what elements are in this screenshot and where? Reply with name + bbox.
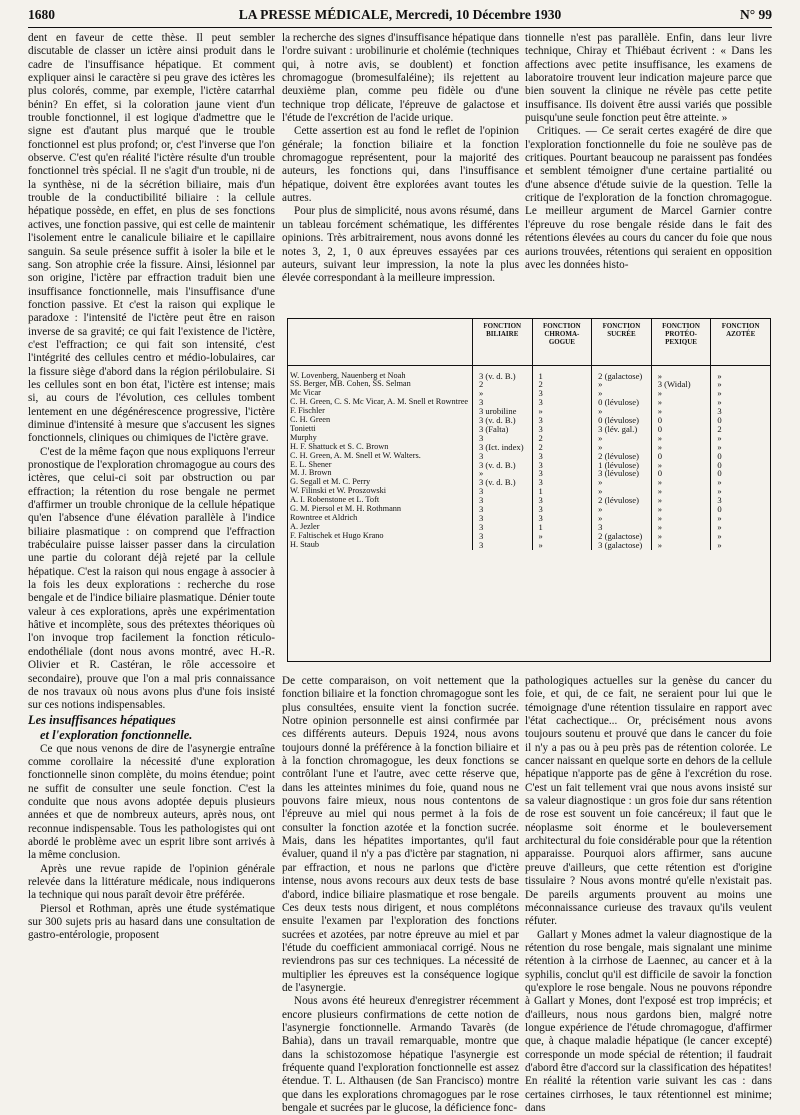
table-cell: 3: [532, 505, 592, 514]
issue-number: N° 99: [739, 7, 772, 22]
paragraph: Après une revue rapide de l'opinion générale relevée dans la littérature médicale, nous indiquerons la technique qui nous paraît devoir être préférée.: [28, 862, 275, 902]
table-cell: »: [711, 532, 770, 541]
table-cell: »: [651, 541, 711, 550]
table-cell: 0: [711, 505, 770, 514]
table-cell: »: [711, 398, 770, 407]
table-header: FONCTION AZOTÉE: [711, 319, 770, 366]
table-cell-authors: M. J. Brown: [290, 468, 332, 478]
table-cell: 1: [532, 487, 592, 496]
table-cell-authors: SS. Berger, MB. Cohen, SS. Selman: [290, 379, 411, 389]
table-cell: 3 (Ict. index): [472, 443, 532, 452]
table-cell: 3: [532, 416, 592, 425]
table-cell: »: [592, 505, 652, 514]
table-cell: 3: [532, 452, 592, 461]
table-cell: 1 (lévulose): [592, 461, 652, 470]
table-cell: 3 (Widal): [651, 380, 711, 389]
table-cell: »: [651, 523, 711, 532]
table-row: [288, 425, 770, 434]
table-cell: »: [651, 372, 711, 381]
table-cell: 3 urobiline: [472, 407, 532, 416]
table-cell: »: [472, 469, 532, 478]
paragraph: la recherche des signes d'insuffisance hépatique dans l'ordre suivant : urobilinurie et cholémie (techniques qui, à notre avis, se doublent) et fonction chromagogue (bromesulfaléine); ils rejettent au deuxième plan, comme peu fidèle ou d'une technique trop délicate, l'épreuve de galactose et l'étude de l'excrétion de l'acide urique.: [282, 32, 519, 125]
paragraph: Gallart y Mones admet la valeur diagnostique de la rétention du rose bengale, mais signalant une minime rétention à la cirrhose de Laennec, au cancer et à la syphilis, conclut qu'il est difficile de savoir la fonction qu'explore le rose bengale. Nous ne pouvons répondre à Gallart y Mones, dont l'exposé est trop imprécis; et d'ailleurs, nous nous gardons bien, malgré notre longue expérience de l'étude chromagogue, d'affirmer que, à chaque maladie hépatique (le cancer excepté) corresponde un mode spécial de rétention; il faudrait d'abord être d'accord sur la classification des hépatites! En réalité la rétention varie suivant les cas : dans certaines cirrhoses, le taux rétentionnel est minime; dans: [525, 928, 772, 1114]
table-cell: 3 (Falta): [472, 425, 532, 434]
section-heading-line1: Les insuffisances hépatiques: [28, 712, 176, 727]
table-cell-authors: A. I. Robenstone et L. Toft: [290, 495, 380, 505]
table-row: [288, 416, 770, 425]
table-cell: »: [651, 389, 711, 398]
section-heading-line2: et l'exploration fonctionnelle.: [40, 727, 193, 742]
paragraph: dent en faveur de cette thèse. Il peut sembler discutable de classer un ictère ainsi produit dans le cadre de l'insuffisance hépatique. Et comment expliquer ainsi le caractère si peu grave des ictères les plus colorés, comme, par exemple, l'ictère catarrhal bénin? En effet, si la coloration jaune vient d'un trouble fonctionnel, il est logique d'admettre que le signe est d'autant plus marqué que le trouble fonctionnel est plus profond; or, c'est l'inverse que l'on observe. C'est qu'en réalité l'ictère résulte d'un trouble fonctionnel très spécial. Il ne s'agit d'un trouble, ni de la synthèse, ni de la sécrétion biliaire, mais d'un trouble de la conductibilité biliaire : la cellule hépatique possède, en effet, en plus de ses fonctions actives, une fonction passive, qui est celle de maintenir l'isolement entre le canalicule biliaire et le capillaire sanguin. Sa seule présence suffit à isoler la bile et le sang. Son atrophie crée la fissure. Ainsi, lésionnel par son origine, l'ictère par effraction traduit bien une insuffisance fonctionnelle, mais l'insuffisance d'une fonction passive. Et c'est la raison qui explique le paradoxe : l'intensité de l'ictère peut être en raison inverse de sa gravité; ce qui fait l'existence de l'ictère, c'est l'effraction; ce qui fait son intensité, c'est l'intégrité des cellules centro et médio-lobulaires, car la fissure siège d'abord dans la région périlobulaire. Si les cellules sont en bon état, l'ictère est intense; mais si, au cours de l'évolution, ces cellules tombent lentement en une dégénérescence progressive, l'ictère diminue d'intensité à mesure que s'accusent les signes fonctionnels, cliniques ou chimiques de l'ictère grave.: [28, 32, 275, 445]
table-row: [288, 541, 770, 550]
table-cell: »: [651, 496, 711, 505]
table-cell: 2: [532, 443, 592, 452]
table-header-row: [288, 319, 770, 366]
table-cell: »: [472, 389, 532, 398]
page-header: [28, 3, 772, 28]
paragraph: Pour plus de simplicité, nous avons résumé, dans un tableau forcément schématique, les différentes opinions. Très arbitrairement, nous avons donné les notes 3, 2, 1, 0 aux épreuves essayées par ces auteurs, suivant leur impression, la note la plus élevée correspondant à la meilleure impression.: [282, 205, 519, 285]
table-cell: 3: [472, 541, 532, 550]
table-cell: »: [651, 532, 711, 541]
table-cell: »: [592, 434, 652, 443]
table-cell: 3: [532, 389, 592, 398]
table-cell: 3: [472, 514, 532, 523]
table-cell: 3: [472, 496, 532, 505]
column-middle-bottom: [282, 675, 519, 1115]
column-middle-top: [282, 32, 519, 286]
table-cell: 3 (lév. gal.): [592, 425, 652, 434]
table-cell: 3: [592, 523, 652, 532]
table-cell: 3: [711, 407, 770, 416]
table-header: FONCTION PROTÉO- PEXIQUE: [651, 319, 711, 366]
table-cell: »: [711, 523, 770, 532]
table-row: [288, 407, 770, 416]
page-number: 1680: [28, 7, 55, 22]
paragraph: C'est de la même façon que nous expliquons l'erreur pronostique de l'exploration chromagogue au cours des ictères, que celui-ci soit par obstruction ou par effraction; la rétention du rose bengale ne permet d'affirmer un trouble chronique de la cellule hépatique qu'en l'absence d'une élévation parallèle à l'indice biliaire plasmatique : on comprend que l'effraction trabéculaire puisse laisser passer dans la circulation une partie du colorant déjà rejeté par la cellule hépatique. C'est la raison qui nous engage à associer à la fois les deux explorations : recherche du rose bengale et de l'indice biliaire plasmatique. Dénier toute valeur à ces explorations, après une expérimentation hâtive et incomplète, sous des prétextes théoriques où l'on invoque trop facilement la fonction réticulo-endothéliale (dont nous avons montré, avec H.-R. Olivier et R. Castéran, le rôle accessoire et secondaire), prouve que l'on a mal pris connaissance de nos travaux où nous avons plus d'une fois insisté sur ces notions indispensables.: [28, 445, 275, 712]
table-cell: »: [711, 389, 770, 398]
table-cell: »: [711, 514, 770, 523]
table-cell: 3 (galactose): [592, 541, 652, 550]
paragraph: Nous avons été heureux d'enregistrer récemment encore plusieurs confirmations de cette notion de l'asynergie fonctionnelle. Armando Tavarès (de Bahia), dans un travail remarquable, montre que dans la schistozomose hépatique l'asynergie est fréquente quand l'exploration fonctionnelle est assez étendue. T. L. Althausen (de San Francisco) montre que dans les explorations chromagogues par le rose bengale et sucrées par le glucose, la déficience fonc-: [282, 995, 519, 1114]
table-cell: 2: [532, 434, 592, 443]
paragraph: De cette comparaison, on voit nettement que la fonction biliaire et la fonction chromagogue sont les plus consultées, ensuite vient la fonction sucrée. Notre opinion personnelle est ainsi confirmée par ces différents auteurs. Depuis 1924, nous avons toujours donné la préférence à la fonction biliaire et à la fonction chromagogue, les deux fonctions se contrôlant l'une et l'autre, avec cette réserve que, dans les atteintes minimes du foie, quand nous ne pouvons faire mieux, nous nous contentons de l'épreuve au miel qui nous permet à la fois de consulter la fonction azotée et la fonction sucrée. Mais, dans les hépatites importantes, qu'il faut évaluer, quand il n'y a pas d'ictère par stagnation, ni par effraction, et nous ne parlons que d'ictère intense, nous avons recours aux deux tests de base d'abord, indice biliaire plasmatique et rose bengale. Ces deux tests nous dirigent, et nous complétons ensuite l'examen par l'exploration des fonctions sucrées et azotées, par notre épreuve au miel et par l'étude du coefficient ammoniacal corrigé. Nous ne reviendrons pas sur ces techniques. La nécessité de multiplier les épreuves est la conséquence logique de l'asynergie.: [282, 675, 519, 994]
table-cell-authors: E. L. Shener: [290, 459, 332, 469]
table-cell: »: [711, 478, 770, 487]
table-cell: 3: [711, 496, 770, 505]
table-cell: »: [711, 487, 770, 496]
column-right-bottom: [525, 675, 772, 1115]
table-cell: 3: [532, 469, 592, 478]
table-cell: 0: [651, 469, 711, 478]
table-cell: 3: [472, 452, 532, 461]
table-cell: 0 (lévulose): [592, 398, 652, 407]
table-cell: 3: [532, 398, 592, 407]
table-cell: 0: [711, 416, 770, 425]
table-cell-authors: F. Faltischek et Hugo Krano: [290, 530, 384, 540]
table-cell: 3: [472, 434, 532, 443]
table-row: [288, 398, 770, 407]
table-cell: 3: [532, 461, 592, 470]
table-cell: 3: [472, 487, 532, 496]
table-cell: »: [532, 541, 592, 550]
table-cell-authors: H. F. Shattuck et S. C. Brown: [290, 441, 389, 451]
table-cell-authors: F. Fischler: [290, 406, 325, 416]
table-row: [288, 505, 770, 514]
table-cell-authors: W. Filinski et W. Proszowski: [290, 486, 387, 496]
table-cell: 3 (v. d. B.): [472, 461, 532, 470]
paragraph: Critiques. — Ce serait certes exagéré de dire que l'exploration fonctionnelle du foie ne soulève pas de critiques. Pourtant beaucoup ne paraissent pas fondées et semblent témoigner d'une certaine partialité ou d'une absence d'étude suivie de la question. Telle la critique de l'exploration de la fonction chromagogue. Le meilleur argument de Marcel Garnier contre l'épreuve du rose bengale réside dans le fait des rétentions élevées au cours du cancer du foie que nous aurions trouvées, rétentions qui seraient en opposition avec les données histo-: [525, 125, 772, 271]
table-cell: »: [592, 443, 652, 452]
table-cell: 3: [472, 532, 532, 541]
table-row: [288, 514, 770, 523]
table-cell: »: [532, 407, 592, 416]
table-cell: »: [711, 541, 770, 550]
table-cell: 0: [651, 416, 711, 425]
table-cell: »: [592, 389, 652, 398]
table-cell: »: [592, 478, 652, 487]
table-cell: »: [651, 434, 711, 443]
table-body: [288, 366, 770, 550]
table-row: [288, 452, 770, 461]
table-cell-authors: Rowntree et Aldrich: [290, 513, 358, 522]
table-cell: »: [711, 434, 770, 443]
table-row: [288, 461, 770, 470]
table-cell-authors: Mc Vicar: [290, 388, 321, 398]
table-cell-authors: C. H. Green, C. S. Mc Vicar, A. M. Snell et Rowntree: [290, 397, 469, 407]
table-cell: »: [651, 514, 711, 523]
table-cell: 2 (galactose): [592, 372, 652, 381]
table-header-authors: [288, 319, 472, 366]
table-cell: 2: [472, 380, 532, 389]
table-cell: 3: [532, 496, 592, 505]
table-cell: 3: [532, 514, 592, 523]
table-cell: »: [711, 372, 770, 381]
table-cell-authors: Murphy: [290, 432, 317, 442]
table-cell: 3 (lévulose): [592, 469, 652, 478]
table-cell: »: [711, 443, 770, 452]
table-cell: 3: [472, 523, 532, 532]
table-cell: »: [651, 487, 711, 496]
table-cell: »: [592, 407, 652, 416]
table-cell: 3: [532, 425, 592, 434]
section-heading: [28, 713, 275, 743]
table-cell: 3 (v. d. B.): [472, 416, 532, 425]
table-cell-authors: C. H. Green, A. M. Snell et W. Walters.: [290, 450, 421, 460]
table-cell: 2 (lévulose): [592, 452, 652, 461]
table-cell-authors: G. M. Piersol et M. H. Rothmann: [290, 504, 402, 514]
table-cell-authors: C. H. Green: [290, 415, 331, 425]
table-cell: 3 (v. d. B.): [472, 372, 532, 381]
opinions-table-grid: [288, 319, 770, 550]
column-right-top: [525, 32, 772, 272]
table-header: FONCTION SUCRÉE: [592, 319, 652, 366]
table-cell: »: [711, 380, 770, 389]
column-left: [28, 32, 275, 943]
table-cell: 2: [711, 425, 770, 434]
table-cell: 3 (v. d. B.): [472, 478, 532, 487]
paragraph: Cette assertion est au fond le reflet de l'opinion générale; la fonction biliaire et la fonction chromagogue représentent, pour la majorité des auteurs, les fonctions qui, dans l'insuffisance hépatique, doivent être explorées avant toutes les autres.: [282, 125, 519, 205]
table-cell: »: [651, 505, 711, 514]
table-cell: 0: [711, 461, 770, 470]
table-cell: 0 (lévulose): [592, 416, 652, 425]
table-cell-authors: H. Staub: [290, 539, 320, 549]
table-cell: 2 (galactose): [592, 532, 652, 541]
table-cell: 1: [532, 523, 592, 532]
table-cell: »: [651, 461, 711, 470]
journal-title: LA PRESSE MÉDICALE, Mercredi, 10 Décembre 1930: [238, 7, 562, 22]
table-cell: 3: [472, 398, 532, 407]
table-header: FONCTION CHROMA- GOGUE: [532, 319, 592, 366]
table-cell: 1: [532, 372, 592, 381]
table-cell: »: [592, 380, 652, 389]
table-cell: 0: [711, 469, 770, 478]
table-cell-authors: Tonietti: [290, 423, 316, 433]
paragraph: pathologiques actuelles sur la genèse du cancer du foie, et qui, de ce fait, ne seraient pour lui que le témoignage d'une rétention tissulaire en rapport avec l'état cachectique... Or, précisément nous avons toujours soutenu et prouvé que dans le cancer du foie il n'y a pas ou à peu près pas de rétention colorée. Le cancer naissant en quelque sorte en dehors de la cellule hépatique n'apporte pas de gêne à l'excrétion du rose. C'est un fait tellement vrai que nous avons insisté sur sa valeur diagnostique : un gros foie dur sans rétention de rose est souvent un foie cancéreux; il faut que le néoplasme soit énorme et le bouleversement architectural du foie considérable pour que la rétention apparaisse. Pourquoi alors affirmer, sans aucune preuve d'ailleurs, que cette rétention est d'origine tissulaire ? Nous avons montré qu'elle n'existait pas. De pareils arguments prouvent au moins une méconnaissance curieuse des travaux qu'ils veulent réfuter.: [525, 675, 772, 928]
paragraph: Piersol et Rothman, après une étude systématique sur 300 sujets pris au hasard dans une consultation de gastro-entérologie, proposent: [28, 902, 275, 942]
table-row: [288, 532, 770, 541]
table-cell-authors: G. Segall et M. C. Perry: [290, 477, 371, 487]
table-cell: »: [592, 487, 652, 496]
table-cell: 0: [651, 425, 711, 434]
table-row: [288, 380, 770, 389]
opinions-table: [287, 318, 771, 662]
table-cell: »: [651, 407, 711, 416]
table-header: FONCTION BILIAIRE: [472, 319, 532, 366]
table-cell-authors: A. Jezler: [290, 521, 320, 531]
paragraph: Ce que nous venons de dire de l'asynergie entraîne comme corollaire la nécessité d'une exploration fonctionnelle sinon complète, du moins étendue; point ne suffit de consulter une seule fonction. C'est la conduite que nous avons adoptée depuis plusieurs années et que de nombreux auteurs, après nous, ont reconnue indispensable. Tous les pathologistes qui ont abordé le problème avec un esprit libre sont arrivés à la même conclusion.: [28, 742, 275, 862]
table-cell: 2: [532, 380, 592, 389]
table-cell: 2 (lévulose): [592, 496, 652, 505]
table-cell: 3: [532, 478, 592, 487]
table-cell-authors: W. Lovenberg, Nauenberg et Noah: [290, 370, 406, 380]
table-cell: »: [651, 398, 711, 407]
table-cell: 0: [651, 452, 711, 461]
table-cell: »: [592, 514, 652, 523]
table-cell: »: [532, 532, 592, 541]
table-cell: »: [651, 478, 711, 487]
table-cell: 0: [711, 452, 770, 461]
paragraph: tionnelle n'est pas parallèle. Enfin, dans leur livre technique, Chiray et Thiébaut écrivent : « Dans les affections avec petite insuffisance, les examens de laboratoire trouvent leur indication majeure parce que bien souvent la clinique ne révèle pas cette petite insuffisance. Ils doivent être aussi variés que possible puisqu'une seule fonction peut être atteinte. »: [525, 32, 772, 125]
table-cell: 3: [472, 505, 532, 514]
table-cell: »: [651, 443, 711, 452]
